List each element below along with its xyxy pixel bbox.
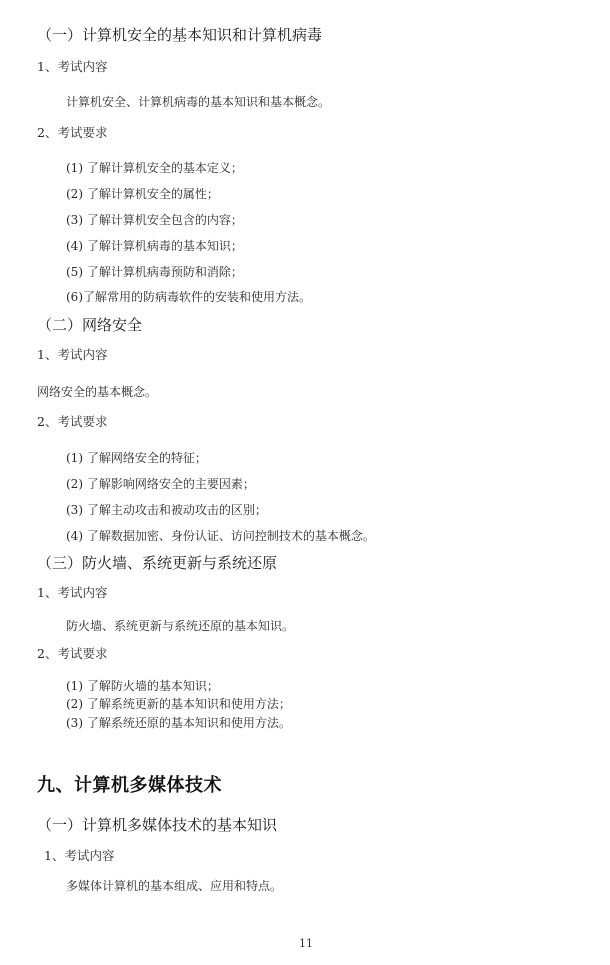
list-item: (6)了解常用的防病毒软件的安装和使用方法。	[66, 290, 311, 304]
subsection-label: 1、考试内容	[37, 59, 108, 74]
subsection-label: 1、考试内容	[44, 848, 115, 863]
section-heading: （三）防火墙、系统更新与系统还原	[37, 554, 278, 572]
list-item: (5) 了解计算机病毒预防和消除；	[66, 265, 243, 279]
list-item: (1) 了解网络安全的特征；	[66, 451, 207, 465]
subsection-label: 2、考试要求	[37, 414, 108, 429]
paragraph: 多媒体计算机的基本组成、应用和特点。	[66, 879, 283, 893]
list-item: (4) 了解数据加密、身份认证、访问控制技术的基本概念。	[66, 529, 375, 543]
section-heading: （一）计算机多媒体技术的基本知识	[37, 816, 278, 834]
list-item: (2) 了解影响网络安全的主要因素；	[66, 477, 255, 491]
list-item: (3) 了解主动攻击和被动攻击的区别；	[66, 503, 267, 517]
subsection-label: 2、考试要求	[37, 125, 108, 140]
list-item: (2) 了解系统更新的基本知识和使用方法；	[66, 697, 291, 711]
list-item: (2) 了解计算机安全的属性；	[66, 187, 219, 201]
section-heading: （二）网络安全	[37, 316, 143, 334]
paragraph: 计算机安全、计算机病毒的基本知识和基本概念。	[66, 95, 331, 109]
subsection-label: 2、考试要求	[37, 646, 108, 661]
subsection-label: 1、考试内容	[37, 347, 108, 362]
page-number: 11	[299, 937, 313, 950]
list-item: (3) 了解系统还原的基本知识和使用方法。	[66, 716, 291, 730]
list-item: (4) 了解计算机病毒的基本知识；	[66, 239, 243, 253]
list-item: (1) 了解防火墙的基本知识；	[66, 679, 219, 693]
chapter-title: 九、计算机多媒体技术	[37, 775, 222, 796]
paragraph: 防火墙、系统更新与系统还原的基本知识。	[66, 619, 295, 633]
paragraph: 网络安全的基本概念。	[37, 385, 158, 399]
list-item: (3) 了解计算机安全包含的内容；	[66, 213, 243, 227]
subsection-label: 1、考试内容	[37, 585, 108, 600]
section-heading: （一）计算机安全的基本知识和计算机病毒	[37, 26, 323, 44]
list-item: (1) 了解计算机安全的基本定义；	[66, 161, 243, 175]
